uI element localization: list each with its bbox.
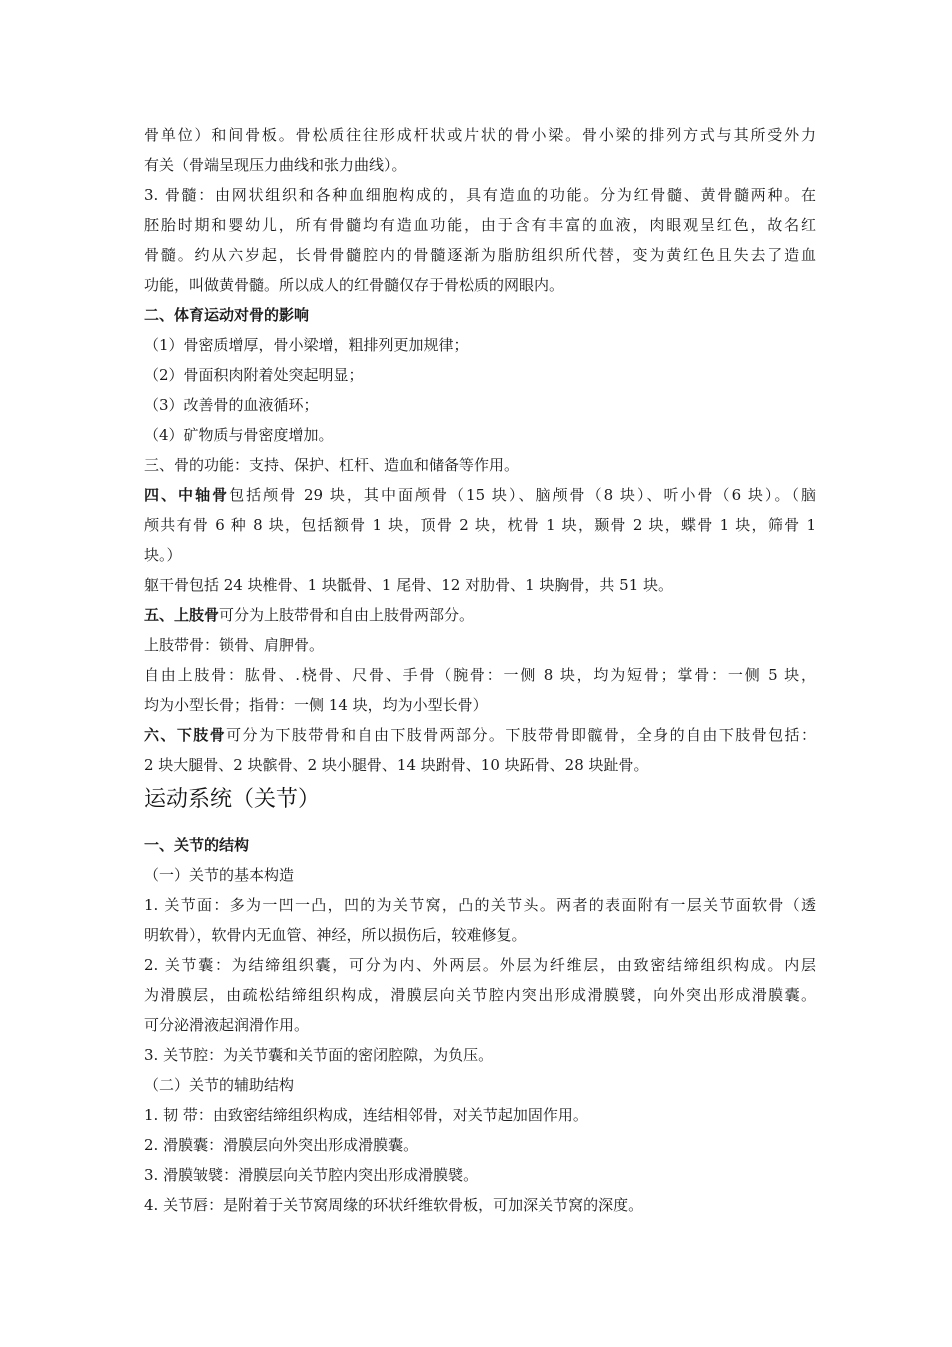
subsection-heading: （一）关节的基本构造 — [144, 866, 295, 884]
list-item: （3）改善骨的血液循环； — [144, 396, 319, 414]
section-heading-inline: 五、上肢骨 — [144, 606, 220, 624]
list-item: （4）矿物质与骨密度增加。 — [144, 426, 334, 444]
section-heading: 二、体育运动对骨的影响 — [144, 306, 310, 324]
text-line: 骨单位）和间骨板。骨松质往往形成杆状或片状的骨小梁。骨小梁的排列方式与其所受外力 — [144, 126, 816, 144]
text-line: 上肢带骨：锁骨、肩胛骨。 — [144, 636, 325, 654]
list-item: 4. 关节唇：是附着于关节窝周缘的环状纤维软骨板，可加深关节窝的深度。 — [144, 1196, 644, 1214]
list-item: （1）骨密质增厚，骨小梁增，粗排列更加规律； — [144, 336, 469, 354]
list-item: 1. 韧 带：由致密结缔组织构成，连结相邻骨，对关节起加固作用。 — [144, 1106, 588, 1124]
text-line: 骨髓。约从六岁起，长骨骨髓腔内的骨髓逐渐为脂肪组织所代替，变为黄红色且失去了造血 — [144, 246, 816, 264]
list-item: 3. 滑膜皱襞：滑膜层向关节腔内突出形成滑膜襞。 — [144, 1166, 479, 1184]
subsection-heading: （二）关节的辅助结构 — [144, 1076, 295, 1094]
text-span: 包括颅骨 29 块，其中面颅骨（15 块）、脑颅骨（8 块）、听小骨（6 块）。（脑 — [229, 486, 816, 504]
text-line: 有关（骨端呈现压力曲线和张力曲线）。 — [144, 156, 407, 174]
text-line: 块。） — [144, 546, 182, 564]
text-line: 2. 关节囊：为结缔组织囊，可分为内、外两层。外层为纤维层，由致密结缔组织构成。内层 — [144, 956, 816, 974]
text-span: 可分为下肢带骨和自由下肢骨两部分。下肢带骨即髋骨，全身的自由下肢骨包括： — [226, 726, 816, 744]
section-heading-inline: 四、中轴骨 — [144, 486, 230, 504]
text-line: 颅共有骨 6 种 8 块，包括额骨 1 块，顶骨 2 块，枕骨 1 块，颞骨 2 块，蝶骨 1 块，筛骨 1 — [144, 516, 816, 534]
text-line: 1. 关节面：多为一凹一凸，凹的为关节窝，凸的关节头。两者的表面附有一层关节面软骨（透 — [144, 896, 816, 914]
list-item: 2. 滑膜囊：滑膜层向外突出形成滑膜囊。 — [144, 1136, 419, 1154]
list-item: （2）骨面积肉附着处突起明显； — [144, 366, 364, 384]
text-line: 可分泌滑液起润滑作用。 — [144, 1016, 310, 1034]
text-line: 3. 骨髓：由网状组织和各种血细胞构成的，具有造血的功能。分为红骨髓、黄骨髓两种。在 — [144, 186, 816, 204]
text-line — [144, 720, 816, 750]
text-line: 2 块大腿骨、2 块髌骨、2 块小腿骨、14 块跗骨、10 块跖骨、28 块趾骨。 — [144, 756, 649, 774]
text-span: 可分为上肢带骨和自由上肢骨两部分。 — [219, 606, 475, 624]
chapter-title: 运动系统（关节） — [144, 787, 321, 812]
text-line: 明软骨），软骨内无血管、神经，所以损伤后，较难修复。 — [144, 926, 527, 944]
text-line — [144, 480, 816, 510]
text-line: 躯干骨包括 24 块椎骨、1 块骶骨、1 尾骨、12 对肋骨、1 块胸骨，共 51 块。 — [144, 576, 674, 594]
text-line: 功能，叫做黄骨髓。所以成人的红骨髓仅存于骨松质的网眼内。 — [144, 276, 565, 294]
text-line: 胚胎时期和婴幼儿，所有骨髓均有造血功能，由于含有丰富的血液，肉眼观呈红色，故名红 — [144, 216, 816, 234]
document-page — [144, 120, 816, 1220]
text-line: 均为小型长骨；指骨：一侧 14 块，均为小型长骨） — [144, 696, 488, 714]
section-heading-inline: 六、下肢骨 — [144, 726, 227, 744]
text-line: 为滑膜层，由疏松结缔组织构成，滑膜层向关节腔内突出形成滑膜襞，向外突出形成滑膜囊。 — [144, 986, 816, 1004]
text-line — [144, 600, 816, 630]
text-line: 3. 关节腔：为关节囊和关节面的密闭腔隙，为负压。 — [144, 1046, 494, 1064]
section-heading: 一、关节的结构 — [144, 836, 250, 854]
text-line: 三、骨的功能：支持、保护、杠杆、造血和储备等作用。 — [144, 456, 520, 474]
text-line: 自由上肢骨：肱骨、.桡骨、尺骨、手骨（腕骨：一侧 8 块，均为短骨；掌骨：一侧 5 块， — [144, 666, 816, 684]
